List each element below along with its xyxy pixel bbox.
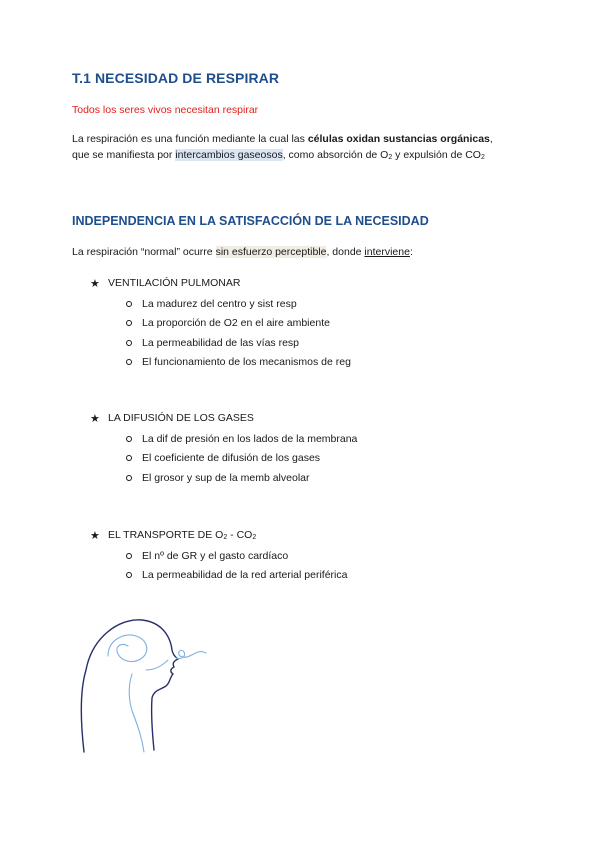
brain-line bbox=[108, 635, 147, 662]
circle-bullet-icon bbox=[126, 475, 132, 481]
list-item bbox=[126, 468, 357, 488]
list-item-text: El nº de GR y el gasto cardíaco bbox=[142, 549, 289, 562]
transporte-sub-b: 2 bbox=[252, 534, 257, 541]
para-text-2: , bbox=[489, 133, 493, 145]
star-item-label: VENTILACIÓN PULMONAR bbox=[108, 277, 241, 289]
para-sub-a: 2 bbox=[388, 153, 393, 161]
list-item bbox=[126, 429, 357, 449]
list-item bbox=[126, 546, 347, 566]
intro-text-1: La respiración “normal” ocurre bbox=[72, 246, 216, 258]
star-item-ventilacion bbox=[90, 275, 351, 291]
transporte-section bbox=[90, 527, 347, 585]
red-statement: Todos los seres vivos necesitan respirar bbox=[72, 104, 259, 116]
star-icon: ★ bbox=[90, 412, 100, 425]
page-title: T.1 NECESIDAD DE RESPIRAR bbox=[72, 70, 280, 86]
intro-line bbox=[72, 246, 413, 258]
para-text-4: , como absorción de O bbox=[282, 148, 389, 161]
transporte-sub-a: 2 bbox=[223, 534, 228, 541]
list-item bbox=[126, 566, 347, 586]
para-sub-b: 2 bbox=[480, 153, 485, 161]
list-item-text: La permeabilidad de la red arterial periférica bbox=[142, 569, 348, 582]
circle-bullet-icon bbox=[126, 436, 132, 442]
star-icon: ★ bbox=[90, 529, 100, 542]
para-highlight: intercambios gaseosos bbox=[175, 148, 283, 161]
ventilacion-section bbox=[90, 275, 351, 372]
list-item bbox=[126, 294, 351, 314]
star-item-label bbox=[108, 529, 256, 541]
list-item-text: El coeficiente de difusión de los gases bbox=[142, 452, 321, 465]
circle-bullet-icon bbox=[126, 455, 132, 461]
list-item-text: La proporción de O2 en el aire ambiente bbox=[142, 317, 330, 330]
star-item-label: LA DIFUSIÓN DE LOS GASES bbox=[108, 412, 254, 424]
list-item bbox=[126, 333, 351, 353]
star-item-difusion bbox=[90, 410, 357, 426]
intro-highlight: sin esfuerzo perceptible bbox=[215, 246, 327, 258]
airway-line bbox=[129, 674, 144, 752]
breath-swirl bbox=[176, 650, 206, 658]
list-item bbox=[126, 353, 351, 373]
transporte-list bbox=[90, 546, 347, 585]
circle-bullet-icon bbox=[126, 359, 132, 365]
jaw-line bbox=[146, 660, 168, 670]
para-text-5: y expulsión de CO bbox=[392, 148, 481, 161]
difusion-list bbox=[90, 429, 357, 488]
circle-bullet-icon bbox=[126, 553, 132, 559]
circle-bullet-icon bbox=[126, 572, 132, 578]
para-text-3: que se manifiesta por bbox=[72, 148, 176, 161]
transporte-label-a: EL TRANSPORTE DE O bbox=[108, 529, 224, 541]
transporte-label-b: - CO bbox=[227, 529, 253, 541]
circle-bullet-icon bbox=[126, 301, 132, 307]
list-item-text: La permeabilidad de las vías resp bbox=[142, 336, 300, 349]
definition-paragraph bbox=[72, 132, 562, 165]
list-item-text: El grosor y sup de la memb alveolar bbox=[142, 471, 310, 484]
para-text-1: La respiración es una función mediante la cual las bbox=[72, 133, 308, 145]
para-bold: células oxidan sustancias orgánicas bbox=[307, 133, 490, 145]
intro-text-3: : bbox=[409, 246, 413, 258]
star-icon: ★ bbox=[90, 277, 100, 290]
section-heading: INDEPENDENCIA EN LA SATISFACCIÓN DE LA NECESIDAD bbox=[72, 214, 429, 228]
ventilacion-list bbox=[90, 294, 351, 372]
list-item bbox=[126, 449, 357, 469]
list-item-text: La dif de presión en los lados de la membrana bbox=[142, 432, 358, 445]
star-item-transporte bbox=[90, 527, 347, 543]
breathing-head-illustration bbox=[72, 612, 212, 757]
list-item bbox=[126, 314, 351, 334]
list-item-text: El funcionamiento de los mecanismos de reg bbox=[142, 356, 351, 369]
intro-text-2: , donde bbox=[326, 246, 365, 258]
circle-bullet-icon bbox=[126, 340, 132, 346]
list-item-text: La madurez del centro y sist resp bbox=[142, 297, 297, 310]
difusion-section bbox=[90, 410, 357, 488]
circle-bullet-icon bbox=[126, 320, 132, 326]
intro-underlined: interviene bbox=[364, 246, 410, 258]
